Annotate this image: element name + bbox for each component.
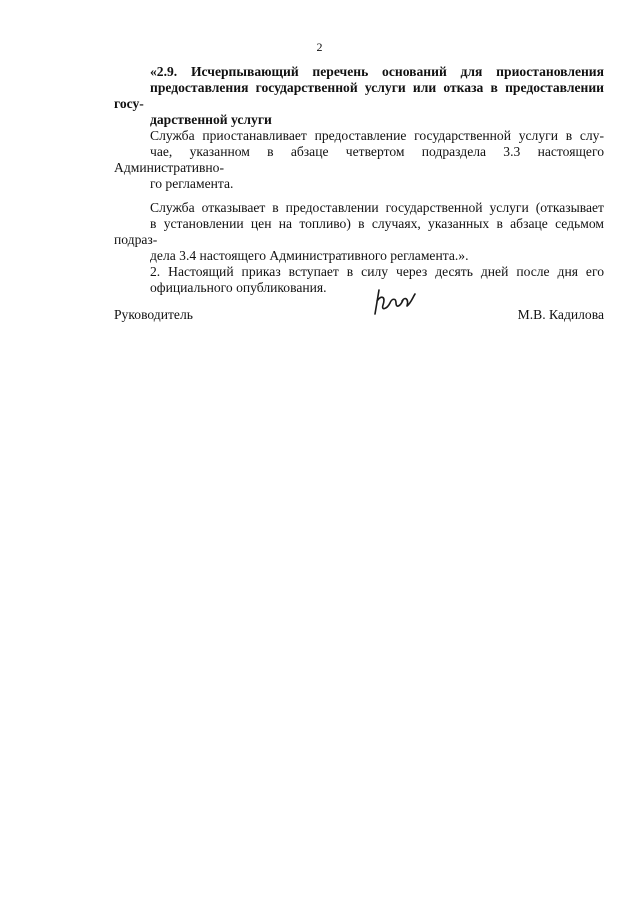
heading-line: предоставления государственной услуги или отказа в предоставлении госу- [114,80,604,111]
handwritten-signature [369,287,421,317]
document-body [114,64,604,296]
paragraph-refusal [114,200,604,264]
page-number: 2 [316,40,323,54]
paragraph-line: официального опубликования. [150,280,327,295]
section-heading [114,64,604,128]
paragraph-line: в установлении цен на топливо) в случаях, указанных в абзаце седьмом подраз- [114,216,604,247]
paragraph-line: Служба приостанавливает предоставление государственной услуги в слу- [150,128,604,143]
paragraph-line: 2. Настоящий приказ вступает в силу через десять дней после дня его [150,264,604,279]
paragraph-line: чае, указанном в абзаце четвертом подраздела 3.3 настоящего Административно- [114,144,604,175]
paragraph-line: го регламента. [150,176,234,191]
paragraph-line: Служба отказывает в предоставлении государственной услуги (отказывает [150,200,604,215]
paragraph-effective-date [114,264,604,296]
signatory-role: Руководитель [114,307,193,322]
heading-line: дарственной услуги [150,112,272,127]
signatory-name: М.В. Кадилова [517,307,604,322]
paragraph-suspension [114,128,604,192]
paragraph-line: дела 3.4 настоящего Административного регламента.». [150,248,469,263]
heading-line: «2.9. Исчерпывающий перечень оснований для приостановления [150,64,604,79]
